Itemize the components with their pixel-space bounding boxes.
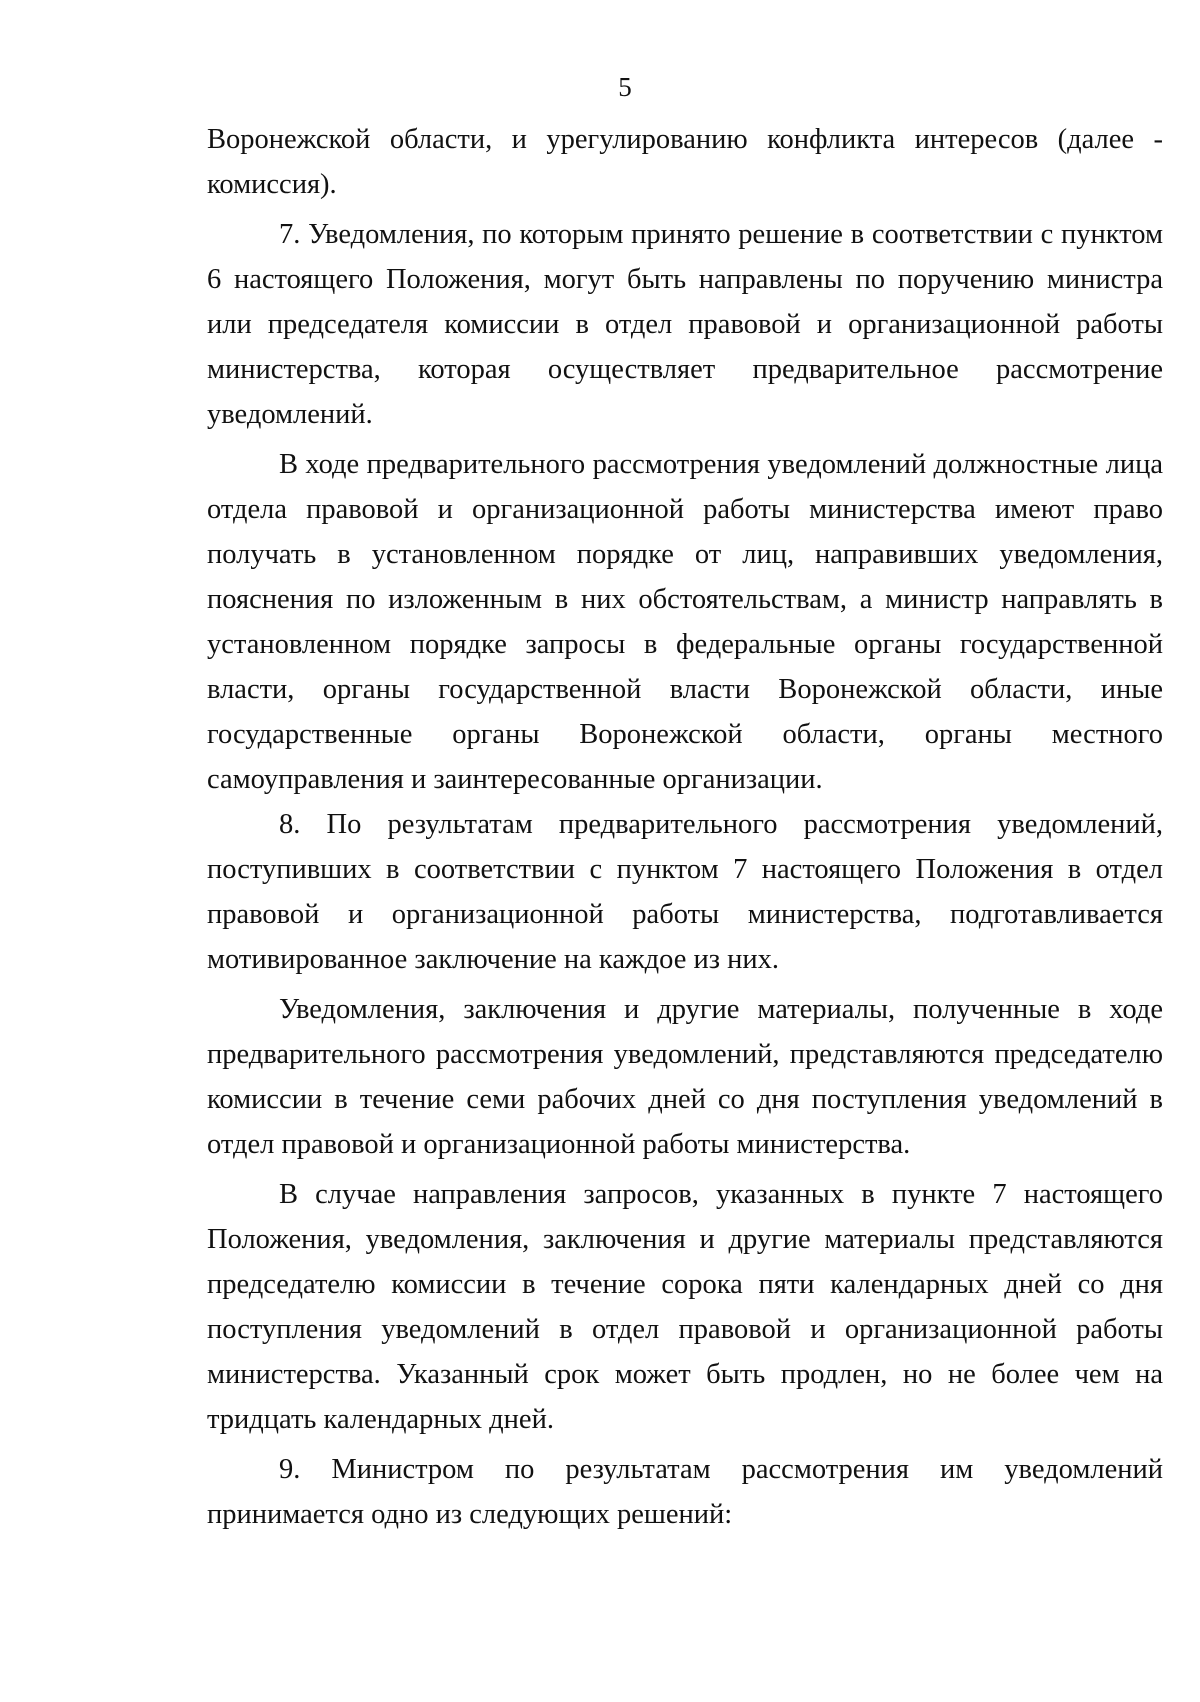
paragraph-item-7: 7. Уведомления, по которым принято решение в соответствии с пунктом 6 настоящего Положения, могут быть направлены по поручению министра или председателя комиссии в отдел правовой и организационной работы министерства, которая осуществляет предварительное рассмотрение уведомлений.	[207, 219, 1163, 430]
paragraph-requests-deadline: В случае направления запросов, указанных в пункте 7 настоящего Положения, уведомления, заключения и другие материалы представляются председателю комиссии в течение сорока пяти календарных дней со дня поступления уведомлений в отдел правовой и организационной работы министерства. Указанный срок может быть продлен, но не более чем на тридцать календарных дней.	[207, 1179, 1163, 1435]
document-body	[207, 117, 1163, 1537]
paragraph-item-8: 8. По результатам предварительного рассмотрения уведомлений, поступивших в соответствии с пунктом 7 настоящего Положения в отдел правовой и организационной работы министерства, подготавливается мотивированное заключение на каждое из них.	[207, 809, 1163, 975]
paragraph-preliminary-review: В ходе предварительного рассмотрения уведомлений должностные лица отдела правовой и организационной работы министерства имеют право получать в установленном порядке от лиц, направивших уведомления, пояснения по изложенным в них обстоятельствам, а министр направлять в установленном порядке запросы в федеральные органы государственной власти, органы государственной власти Воронежской области, иные государственные органы Воронежской области, органы местного самоуправления и заинтересованные организации.	[207, 449, 1163, 795]
paragraph-continuation: Воронежской области, и урегулированию конфликта интересов (далее - комиссия).	[207, 124, 1163, 200]
paragraph-materials-deadline: Уведомления, заключения и другие материалы, полученные в ходе предварительного рассмотрения уведомлений, представляются председателю комиссии в течение семи рабочих дней со дня поступления уведомлений в отдел правовой и организационной работы министерства.	[207, 994, 1163, 1160]
paragraph-item-9: 9. Министром по результатам рассмотрения им уведомлений принимается одно из следующих решений:	[207, 1454, 1163, 1530]
page-number: 5	[618, 72, 632, 102]
